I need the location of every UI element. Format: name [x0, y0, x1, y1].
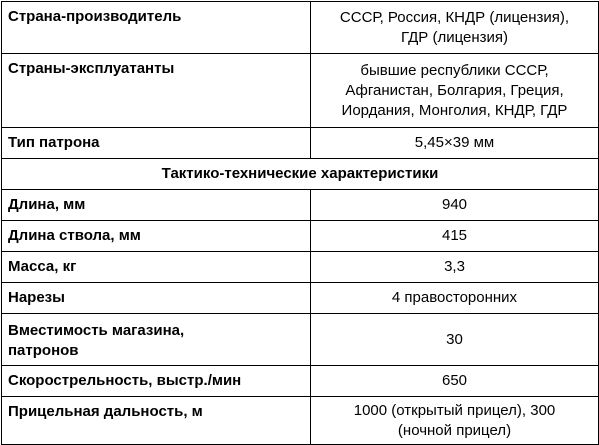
value-line: Иордания, Монголия, КНДР, ГДР: [341, 101, 568, 119]
row-label: [2, 314, 311, 366]
specifications-table: [1, 1, 599, 445]
row-value: [311, 283, 599, 314]
table-row: [2, 221, 599, 252]
table-row: [2, 54, 599, 128]
table-row: [2, 2, 599, 54]
value-line: 650: [441, 372, 468, 389]
table-row: [2, 397, 599, 445]
row-value: [311, 2, 599, 54]
section-title: Тактико-технические характеристики: [2, 159, 599, 190]
value-line: 4 правосторонних: [391, 289, 518, 306]
row-value: [311, 190, 599, 221]
value-line: 3,3: [444, 258, 465, 275]
row-label: Масса, кг: [2, 252, 311, 283]
table-row: [2, 128, 599, 159]
row-value: [311, 54, 599, 128]
value-line: 30: [446, 330, 463, 348]
row-label: Тип патрона: [2, 128, 311, 159]
row-label: Длина ствола, мм: [2, 221, 311, 252]
value-line: СССР, Россия, КНДР (лицензия),: [339, 8, 570, 26]
table-row: [2, 314, 599, 366]
table-row: [2, 190, 599, 221]
row-value: [311, 128, 599, 159]
row-label: Прицельная дальность, м: [2, 397, 311, 445]
value-line: 1000 (открытый прицел), 300: [353, 401, 556, 419]
table-row: [2, 252, 599, 283]
row-label: Страна-производитель: [2, 2, 311, 54]
value-line: 5,45×39 мм: [414, 134, 495, 151]
row-value: [311, 252, 599, 283]
row-label: Страны-эксплуатанты: [2, 54, 311, 128]
value-line: 940: [441, 196, 468, 213]
row-label: Скорострельность, выстр./мин: [2, 366, 311, 397]
label-line: патронов: [8, 342, 79, 359]
table-row: [2, 366, 599, 397]
value-line: Афганистан, Болгария, Греция,: [345, 81, 564, 99]
label-line: Вместимость магазина,: [8, 322, 185, 339]
value-line: ГДР (лицензия): [401, 28, 508, 46]
section-header-row: [2, 159, 599, 190]
row-value: [311, 221, 599, 252]
row-value: [311, 397, 599, 445]
value-line: бывшие республики СССР,: [360, 61, 549, 79]
value-line: (ночной прицел): [397, 421, 512, 439]
row-label: Длина, мм: [2, 190, 311, 221]
value-line: 415: [441, 227, 468, 244]
table-row: [2, 283, 599, 314]
row-value: [311, 314, 599, 366]
row-label: Нарезы: [2, 283, 311, 314]
row-value: [311, 366, 599, 397]
